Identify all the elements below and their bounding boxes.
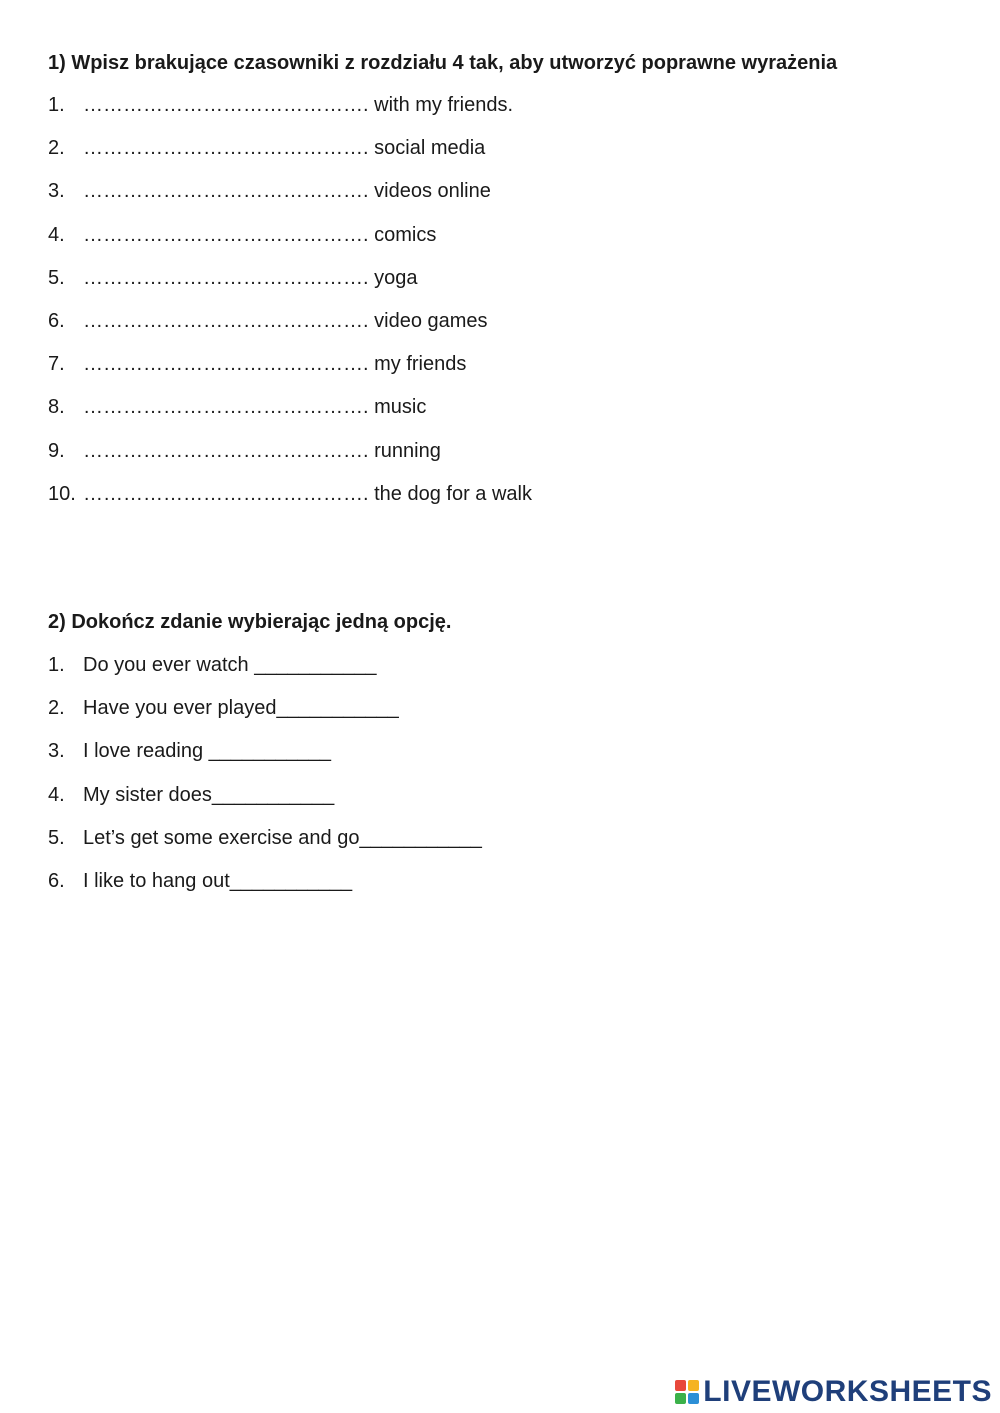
- blank-field[interactable]: …………………………………….: [83, 353, 369, 376]
- list-item[interactable]: 5. Let’s get some exercise and go___________: [48, 826, 482, 849]
- list-item[interactable]: 2. Have you ever played___________: [48, 697, 399, 720]
- list-item: 3. ……………………………………. videos online: [48, 180, 491, 203]
- logo-square-2: [688, 1380, 699, 1391]
- list-item[interactable]: 4. My sister does___________: [48, 783, 335, 806]
- list-item: 9. ……………………………………. running: [48, 439, 441, 462]
- list-item: 2. ……………………………………. social media: [48, 137, 486, 160]
- section-1-list: [48, 93, 532, 525]
- blank-field[interactable]: …………………………………….: [83, 396, 369, 419]
- list-item: 7. ……………………………………. my friends: [48, 353, 467, 376]
- list-item: 5. ……………………………………. yoga: [48, 266, 418, 289]
- list-item[interactable]: 3. I love reading ___________: [48, 740, 331, 763]
- liveworksheets-logo: [675, 1375, 992, 1409]
- logo-square-3: [675, 1393, 686, 1404]
- list-item: 6. ……………………………………. video games: [48, 309, 488, 332]
- blank-field[interactable]: …………………………………….: [83, 137, 369, 160]
- blank-field[interactable]: …………………………………….: [83, 266, 369, 289]
- brand-name: LIVEWORKSHEETS: [703, 1375, 992, 1408]
- liveworksheets-logo-icon: [675, 1380, 699, 1404]
- logo-square-4: [688, 1393, 699, 1404]
- section-2-list: [48, 653, 482, 912]
- blank-field[interactable]: …………………………………….: [83, 309, 369, 332]
- blank-field[interactable]: …………………………………….: [83, 223, 369, 246]
- blank-field[interactable]: …………………………………….: [83, 94, 369, 116]
- list-item: 1. ……………………………………. with my friends.: [48, 94, 514, 116]
- section-1-heading: 1) Wpisz brakujące czasowniki z rozdziału 4 tak, aby utworzyć poprawne wyrażenia: [48, 52, 838, 74]
- section-2-heading: 2) Dokończ zdanie wybierając jedną opcję.: [48, 611, 452, 633]
- blank-field[interactable]: …………………………………….: [83, 482, 369, 505]
- list-item: 10. ……………………………………. the dog for a walk: [48, 482, 532, 505]
- blank-field[interactable]: …………………………………….: [83, 180, 369, 203]
- blank-field[interactable]: …………………………………….: [83, 439, 369, 462]
- list-item: 4. ……………………………………. comics: [48, 223, 437, 246]
- list-item: 8. ……………………………………. music: [48, 396, 427, 419]
- list-item[interactable]: 6. I like to hang out___________: [48, 869, 353, 892]
- logo-square-1: [675, 1380, 686, 1391]
- list-item[interactable]: 1. Do you ever watch ___________: [48, 654, 377, 676]
